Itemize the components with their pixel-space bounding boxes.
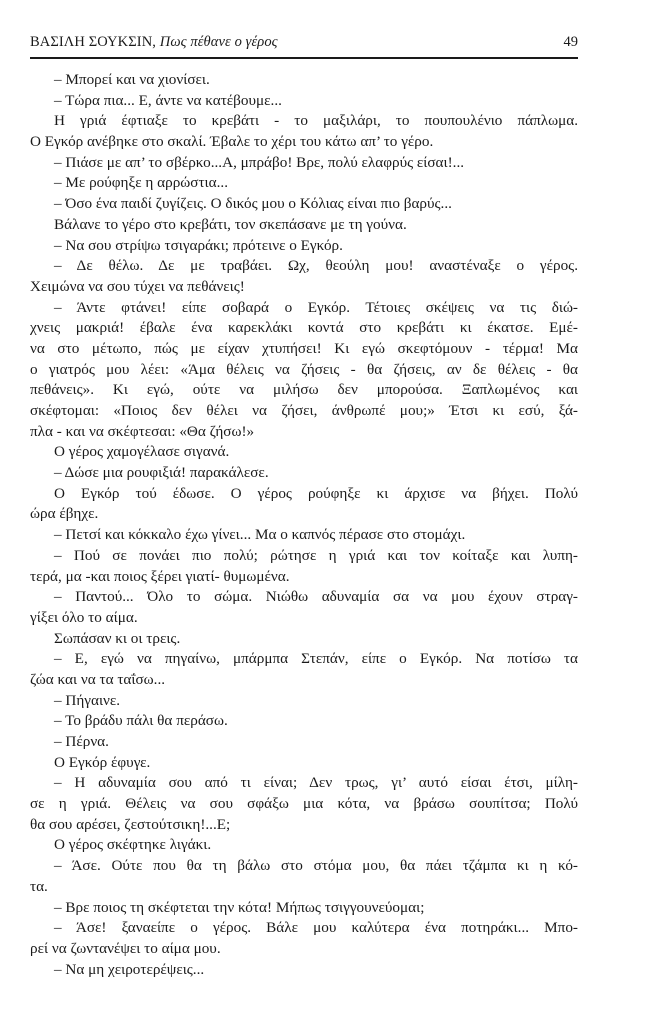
author-name: ΒΑΣΙΛΗ ΣΟΥΚΣΙΝ, [30,34,157,50]
running-header [30,30,578,58]
running-header-title [30,34,278,51]
text-line: πεθάνεις». Κι εγώ, ούτε να μιλήσω δεν μπορούσα. Ξαπλωμένος και [30,381,578,399]
text-line: – Το βράδυ πάλι θα περάσω. [54,712,228,730]
text-line: – Πού σε πονάει πιο πολύ; ρώτησε η γριά και τον κοίταξε και λυπη- [54,546,578,564]
text-line: – Πήγαινε. [54,691,121,709]
text-line: Χειμώνα να σου τύχει να πεθάνεις! [30,277,245,295]
text-line: – Να σου στρίψω τσιγαράκι; πρότεινε ο Εγκόρ. [54,236,343,254]
text-line: σκέφτομαι: «Ποιος δεν θέλει να ζήσει, άνθρωπέ μου;» Έτσι κι εσύ, ξά- [30,402,578,419]
text-line: – Άντε φτάνει! είπε σοβαρά ο Εγκόρ. Τέτοιες σκέψεις να τις διώ- [54,298,578,316]
text-line: Ο Εγκόρ έφυγε. [54,753,151,771]
text-line: – Ε, εγώ να πηγαίνω, μπάρμπα Στεπάν, είπε ο Εγκόρ. Να ποτίσω τα [54,650,578,668]
text-line: Ο γέρος σκέφτηκε λιγάκι. [54,836,212,854]
text-line: ο γιατρός μου λέει: «Άμα θέλεις να ζήσεις - θα ζήσεις, αν δε θέλεις - θα [30,360,578,378]
text-line: να στο μέτωπο, πώς με είχαν χτυπήσει! Κι εγώ σκεφτόμουν - τέρμα! Μα [30,339,578,357]
text-line: – Πέρνα. [54,733,109,750]
text-line: θα σου αρέσει, ζεστούτσικη!...Ε; [30,815,231,833]
text-line: γίξει όλο το αίμα. [30,608,138,626]
text-line: τα. [30,877,48,895]
book-title: Πως πέθανε ο γέρος [159,34,278,50]
text-line: πλα - και να σκέφτεσαι: «Θα ζήσω!» [30,422,255,440]
text-line: – Άσε! ξαναείπε ο γέρος. Βάλε μου καλύτερα ένα ποτηράκι... Μπο- [54,919,578,937]
page-number: 49 [563,34,578,50]
text-line: Ο Εγκόρ τού έδωσε. Ο γέρος ρούφηξε κι άρχισε να βήχει. Πολύ [54,484,578,502]
text-line: Ο γέρος χαμογέλασε σιγανά. [54,443,230,461]
text-line: – Μπορεί και να χιονίσει. [54,71,210,88]
text-line: σε η γριά. Θέλεις να σου σφάξω μια κότα, να βράσω σουπίτσα; Πολύ [30,795,578,813]
text-line: – Τώρα πια... Ε, άντε να κατέβουμε... [54,91,282,109]
text-line: Βάλανε το γέρο στο κρεβάτι, τον σκεπάσανε με τη γούνα. [54,215,407,233]
text-line: ρεί να ζωντανέψει το αίμα μου. [30,939,221,957]
text-line: – Δε θέλω. Δε με τραβάει. Ωχ, θεούλη μου! αναστέναξε ο γέρος. [54,257,578,275]
body-text [30,70,578,980]
text-line: Σωπάσαν κι οι τρεις. [54,629,181,647]
text-line: – Δώσε μια ρουφιξιά! παρακάλεσε. [54,464,269,482]
text-line: ώρα έβηχε. [30,505,99,523]
text-line: – Πιάσε με απ’ το σβέρκο...Α, μπράβο! Βρε, πολύ ελαφρύς είσαι!... [54,153,465,171]
text-line: χνεις μακριά! έβαλε ένα καρεκλάκι κοντά στο κρεβάτι κι έκατσε. Εμέ- [30,319,578,337]
text-line: – Η αδυναμία σου από τι είναι; Δεν τρως, γι’ αυτό είσαι έτσι, μίλη- [54,774,578,792]
text-line: – Βρε ποιος τη σκέφτεται την κότα! Μήπως τσιγγουνεύομαι; [54,898,425,916]
text-line: – Όσο ένα παιδί ζυγίζεις. Ο δικός μου ο Κόλιας είναι πιο βαρύς... [54,195,452,213]
text-line: – Να μη χειροτερέψεις... [54,960,205,978]
text-line: – Πετσί και κόκκαλο έχω γίνει... Μα ο καπνός πέρασε στο στομάχι. [54,526,466,544]
text-line: ζώα και να τα ταΐσω... [30,670,166,688]
text-line: – Παντού... Όλο το σώμα. Νιώθω αδυναμία σα να μου έχουν στραγ- [54,588,578,606]
text-line: τερά, μα -και ποιος ξέρει γιατί- θυμωμένα. [30,567,290,585]
header-rule [30,57,578,59]
text-line: Η γριά έφτιαξε το κρεβάτι - το μαξιλάρι, το πουπουλένιο πάπλωμα. [54,112,578,130]
text-line: – Με ρούφηξε η αρρώστια... [54,174,228,192]
text-line: Ο Εγκόρ ανέβηκε στο σκαλί. Έβαλε το χέρι του κάτω απ’ το γέρο. [30,133,434,151]
text-line: – Άσε. Ούτε που θα τη βάλω στο στόμα μου, θα πάει τζάμπα κι η κό- [54,857,578,875]
